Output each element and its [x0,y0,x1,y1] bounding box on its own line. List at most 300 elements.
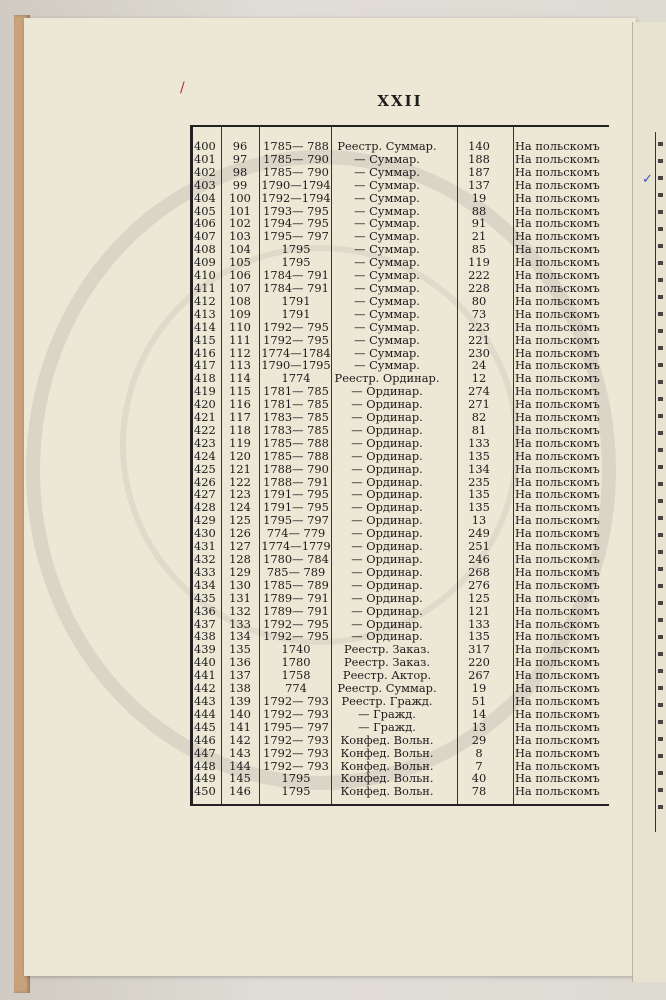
pen-mark: / [180,80,185,96]
cell-no: 404 [194,190,216,205]
adjacent-page-edge [632,22,666,982]
cell-sub: 97 [232,151,248,166]
adjacent-page-tick [658,669,663,673]
table-row [193,321,609,334]
cell-lang: На польскомъ [515,319,600,334]
cell-sub: 121 [229,461,251,476]
cell-type: — Ординар. [351,526,423,541]
cell-years: 1784— 791 [263,268,329,283]
adjacent-page-tick [658,567,663,571]
cell-sub: 126 [229,526,251,541]
cell-sub: 127 [229,539,251,554]
table-row [193,695,609,708]
cell-lang: На польскомъ [515,435,600,450]
cell-sub: 107 [229,280,251,295]
cell-sub: 119 [229,435,251,450]
cell-type: — Ординар. [351,487,423,502]
adjacent-page-tick [658,618,663,622]
cell-no: 445 [194,719,216,734]
cell-type: — Ординар. [351,500,423,515]
cell-sub: 144 [229,758,251,773]
cell-count: 228 [468,280,490,295]
cell-no: 433 [194,564,216,579]
cell-years: 1792— 793 [263,745,329,760]
cell-type: — Суммар. [354,332,420,347]
cell-type: Конфед. Вольн. [340,745,434,760]
cell-sub: 134 [229,629,251,644]
cell-lang: На польскомъ [515,448,600,463]
cell-years: 1788— 790 [263,461,329,476]
table-row [193,708,609,721]
cell-lang: На польскомъ [515,681,600,696]
adjacent-page-tick [658,346,663,350]
adjacent-page-tick [658,533,663,537]
cell-sub: 96 [232,139,248,153]
cell-no: 444 [194,706,216,721]
cell-sub: 124 [229,500,251,515]
cell-type: — Суммар. [354,151,420,166]
adjacent-page-tick [658,244,663,248]
cell-sub: 111 [229,332,251,347]
cell-lang: На польскомъ [515,139,600,153]
table-row [193,592,609,605]
cell-count: 80 [471,293,487,308]
cell-sub: 104 [229,242,251,257]
cell-sub: 101 [229,203,251,218]
cell-lang: На польскомъ [515,745,600,760]
cell-type: — Гражд. [358,706,416,721]
cell-type: — Ординар. [351,590,423,605]
cell-no: 435 [194,590,216,605]
cell-count: 82 [471,410,487,425]
cell-years: 1780— 784 [263,552,329,566]
cell-sub: 117 [229,410,251,425]
cell-count: 188 [468,151,490,166]
cell-sub: 110 [229,319,251,334]
cell-no: 401 [194,151,216,166]
table-row [193,553,609,566]
cell-count: 24 [471,358,487,373]
cell-sub: 131 [229,590,251,605]
cell-sub: 115 [229,384,251,399]
cell-years: 1792— 795 [263,616,329,631]
cell-sub: 125 [229,513,251,528]
table-row [193,140,609,153]
cell-years: 785— 789 [266,564,326,579]
cell-no: 450 [194,784,216,799]
cell-sub: 106 [229,268,251,283]
cell-count: 121 [468,603,490,618]
page-number: XXII [377,92,423,110]
cell-years: 1792—1794 [261,190,331,205]
adjacent-page-tick [658,771,663,775]
cell-sub: 108 [229,293,251,308]
adjacent-page-tick [658,754,663,758]
cell-sub: 114 [229,371,251,386]
cell-count: 317 [468,642,490,657]
cell-sub: 123 [229,487,251,502]
cell-no: 419 [194,384,216,399]
cell-lang: На польскомъ [515,255,600,270]
check-mark: ✓ [642,172,653,187]
cell-sub: 139 [229,693,251,708]
cell-years: 1788— 791 [263,474,329,489]
cell-lang: На польскомъ [515,306,600,321]
cell-type: — Ординар. [351,435,423,450]
cell-years: 1785— 788 [263,139,329,153]
cell-years: 1792— 793 [263,706,329,721]
cell-count: 268 [468,564,490,579]
cell-type: — Ординар. [351,474,423,489]
cell-count: 235 [468,474,490,489]
cell-type: — Ординар. [351,564,423,579]
cell-type: — Суммар. [354,203,420,218]
cell-lang: На польскомъ [515,190,600,205]
cell-no: 442 [194,681,216,696]
cell-type: — Суммар. [354,255,420,270]
cell-years: 1781— 785 [263,397,329,412]
adjacent-page-tick [658,380,663,384]
cell-count: 221 [468,332,490,347]
cell-lang: На польскомъ [515,642,600,657]
cell-years: 1792— 795 [263,629,329,644]
cell-years: 1758 [281,668,311,683]
adjacent-page-tick [658,737,663,741]
adjacent-page-tick [658,703,663,707]
cell-years: 1791 [281,293,311,308]
cell-sub: 118 [229,422,251,437]
cell-no: 402 [194,164,216,179]
cell-count: 137 [468,177,490,192]
cell-lang: На польскомъ [515,280,600,295]
table-row [193,721,609,734]
cell-count: 251 [468,539,490,554]
table-row [193,334,609,347]
cell-count: 223 [468,319,490,334]
cell-sub: 105 [229,255,251,270]
table-row [193,579,609,592]
cell-lang: На польскомъ [515,371,600,386]
cell-years: 1792— 795 [263,319,329,334]
cell-sub: 100 [229,190,251,205]
table-row [193,411,609,424]
cell-lang: На польскомъ [515,616,600,631]
cell-type: — Суммар. [354,177,420,192]
adjacent-page-tick [658,720,663,724]
cell-count: 133 [468,435,490,450]
cell-no: 448 [194,758,216,773]
cell-lang: На польскомъ [515,461,600,476]
cell-years: 1774 [281,371,311,386]
adjacent-page-tick [658,261,663,265]
cell-type: Конфед. Вольн. [340,771,434,786]
cell-count: 119 [468,255,490,270]
cell-years: 1791— 795 [263,487,329,502]
cell-type: — Ординар. [351,603,423,618]
cell-no: 439 [194,642,216,657]
cell-type: — Суммар. [354,345,420,360]
cell-years: 774 [285,681,307,696]
cell-count: 91 [471,216,487,231]
cell-type: Конфед. Вольн. [340,784,434,799]
cell-lang: На польскомъ [515,164,600,179]
cell-lang: На польскомъ [515,758,600,773]
cell-no: 436 [194,603,216,618]
cell-years: 1795— 797 [263,229,329,244]
cell-count: 13 [471,719,487,734]
cell-lang: На польскомъ [515,358,600,373]
cell-no: 446 [194,732,216,747]
cell-sub: 143 [229,745,251,760]
cell-lang: На польскомъ [515,293,600,308]
table-row [193,437,609,450]
cell-type: Реестр. Ординар. [334,371,440,386]
cell-years: 1740 [281,642,311,657]
table-row [193,463,609,476]
cell-years: 774— 779 [266,526,326,541]
table-row [193,308,609,321]
cell-years: 1789— 791 [263,590,329,605]
adjacent-page-tick [658,227,663,231]
cell-count: 81 [471,422,487,437]
table-row [193,450,609,463]
cell-sub: 135 [229,642,251,657]
cell-count: 135 [468,487,490,502]
cell-type: — Суммар. [354,164,420,179]
cell-sub: 133 [229,616,251,631]
cell-sub: 113 [229,358,251,373]
cell-lang: На польскомъ [515,732,600,747]
cell-no: 427 [194,487,216,502]
cell-no: 432 [194,552,216,566]
cell-lang: На польскомъ [515,693,600,708]
cell-type: Реестр. Актор. [342,668,432,683]
cell-no: 422 [194,422,216,437]
cell-count: 29 [471,732,487,747]
cell-sub: 145 [229,771,251,786]
cell-lang: На польскомъ [515,784,600,799]
cell-no: 415 [194,332,216,347]
cell-years: 1783— 785 [263,422,329,437]
cell-years: 1774—1784 [261,345,331,360]
cell-type: — Ординар. [351,448,423,463]
cell-count: 230 [468,345,490,360]
adjacent-page-tick [658,193,663,197]
table-body [193,140,609,798]
cell-type: — Гражд. [358,719,416,734]
cell-no: 411 [194,280,216,295]
cell-no: 409 [194,255,216,270]
cell-type: — Суммар. [354,280,420,295]
cell-years: 1793— 795 [263,203,329,218]
adjacent-page-tick [658,550,663,554]
adjacent-page-tick [658,686,663,690]
cell-type: — Суммар. [354,190,420,205]
adjacent-page-rule [655,132,656,832]
cell-count: 276 [468,577,490,592]
adjacent-page-tick [658,312,663,316]
cell-lang: На польскомъ [515,564,600,579]
cell-type: — Ординар. [351,629,423,644]
cell-sub: 98 [232,164,248,179]
cell-type: — Ординар. [351,397,423,412]
cell-count: 249 [468,526,490,541]
cell-type: Реестр. Суммар. [337,681,437,696]
cell-years: 1795— 797 [263,513,329,528]
cell-type: Конфед. Вольн. [340,758,434,773]
cell-count: 19 [471,190,487,205]
cell-sub: 141 [229,719,251,734]
cell-count: 12 [471,371,487,386]
cell-no: 413 [194,306,216,321]
adjacent-page-tick [658,210,663,214]
cell-count: 140 [468,139,490,153]
cell-type: — Ординар. [351,513,423,528]
cell-years: 1795 [281,784,311,799]
table-row [193,295,609,308]
cell-no: 449 [194,771,216,786]
cell-lang: На польскомъ [515,655,600,670]
cell-years: 1795— 797 [263,719,329,734]
cell-lang: На польскомъ [515,229,600,244]
cell-type: — Ординар. [351,410,423,425]
cell-no: 416 [194,345,216,360]
cell-lang: На польскомъ [515,345,600,360]
table-row [193,747,609,760]
cell-no: 403 [194,177,216,192]
adjacent-page-tick [658,448,663,452]
cell-years: 1795 [281,771,311,786]
cell-no: 424 [194,448,216,463]
cell-type: — Суммар. [354,293,420,308]
cell-lang: На польскомъ [515,500,600,515]
cell-no: 400 [194,139,216,153]
cell-count: 40 [471,771,487,786]
cell-sub: 99 [232,177,248,192]
cell-no: 407 [194,229,216,244]
cell-type: — Ординар. [351,539,423,554]
cell-count: 135 [468,500,490,515]
cell-sub: 140 [229,706,251,721]
cell-years: 1781— 785 [263,384,329,399]
cell-years: 1785— 789 [263,577,329,592]
cell-sub: 136 [229,655,251,670]
cell-lang: На польскомъ [515,177,600,192]
cell-count: 85 [471,242,487,257]
cell-years: 1785— 790 [263,151,329,166]
cell-count: 125 [468,590,490,605]
cell-count: 13 [471,513,487,528]
adjacent-page-tick [658,516,663,520]
cell-count: 220 [468,655,490,670]
cell-lang: На польскомъ [515,603,600,618]
cell-no: 443 [194,693,216,708]
cell-no: 430 [194,526,216,541]
cell-type: — Ординар. [351,552,423,566]
cell-sub: 103 [229,229,251,244]
cell-lang: На польскомъ [515,552,600,566]
cell-lang: На польскомъ [515,332,600,347]
cell-lang: На польскомъ [515,668,600,683]
cell-sub: 129 [229,564,251,579]
cell-lang: На польскомъ [515,706,600,721]
cell-lang: На польскомъ [515,513,600,528]
cell-no: 412 [194,293,216,308]
table-row [193,785,609,798]
adjacent-page-tick [658,652,663,656]
cell-no: 437 [194,616,216,631]
adjacent-page-tick [658,499,663,503]
cell-type: Реестр. Суммар. [337,139,437,153]
cell-years: 1785— 788 [263,435,329,450]
cell-no: 447 [194,745,216,760]
cell-no: 429 [194,513,216,528]
cell-count: 187 [468,164,490,179]
cell-years: 1795 [281,255,311,270]
cell-lang: На польскомъ [515,577,600,592]
cell-sub: 142 [229,732,251,747]
cell-type: — Ординар. [351,422,423,437]
cell-years: 1789— 791 [263,603,329,618]
adjacent-page-tick [658,465,663,469]
table-row [193,605,609,618]
cell-type: — Суммар. [354,242,420,257]
cell-no: 438 [194,629,216,644]
adjacent-page-tick [658,329,663,333]
adjacent-page-tick [658,635,663,639]
cell-years: 1791— 795 [263,500,329,515]
cell-years: 1790—1795 [261,358,331,373]
cell-sub: 122 [229,474,251,489]
cell-years: 1792— 793 [263,732,329,747]
cell-lang: На польскомъ [515,410,600,425]
cell-lang: На польскомъ [515,268,600,283]
cell-count: 267 [468,668,490,683]
cell-no: 418 [194,371,216,386]
cell-sub: 116 [229,397,251,412]
cell-sub: 128 [229,552,251,566]
cell-count: 134 [468,461,490,476]
cell-type: — Суммар. [354,216,420,231]
table-row [193,166,609,179]
cell-count: 88 [471,203,487,218]
adjacent-page-tick [658,159,663,163]
cell-sub: 137 [229,668,251,683]
cell-lang: На польскомъ [515,397,600,412]
adjacent-page-tick [658,397,663,401]
cell-years: 1792— 793 [263,693,329,708]
cell-type: — Ординар. [351,384,423,399]
cell-type: Конфед. Вольн. [340,732,434,747]
cell-count: 78 [471,784,487,799]
adjacent-page-tick [658,805,663,809]
adjacent-page-tick [658,295,663,299]
cell-lang: На польскомъ [515,203,600,218]
cell-type: Реестр. Гражд. [341,693,433,708]
cell-no: 414 [194,319,216,334]
table-row [193,179,609,192]
adjacent-page-tick [658,142,663,146]
cell-years: 1794— 795 [263,216,329,231]
cell-lang: На польскомъ [515,590,600,605]
cell-type: — Суммар. [354,319,420,334]
cell-sub: 109 [229,306,251,321]
cell-type: — Ординар. [351,461,423,476]
cell-count: 246 [468,552,490,566]
cell-count: 271 [468,397,490,412]
table-row [193,153,609,166]
cell-lang: На польскомъ [515,629,600,644]
